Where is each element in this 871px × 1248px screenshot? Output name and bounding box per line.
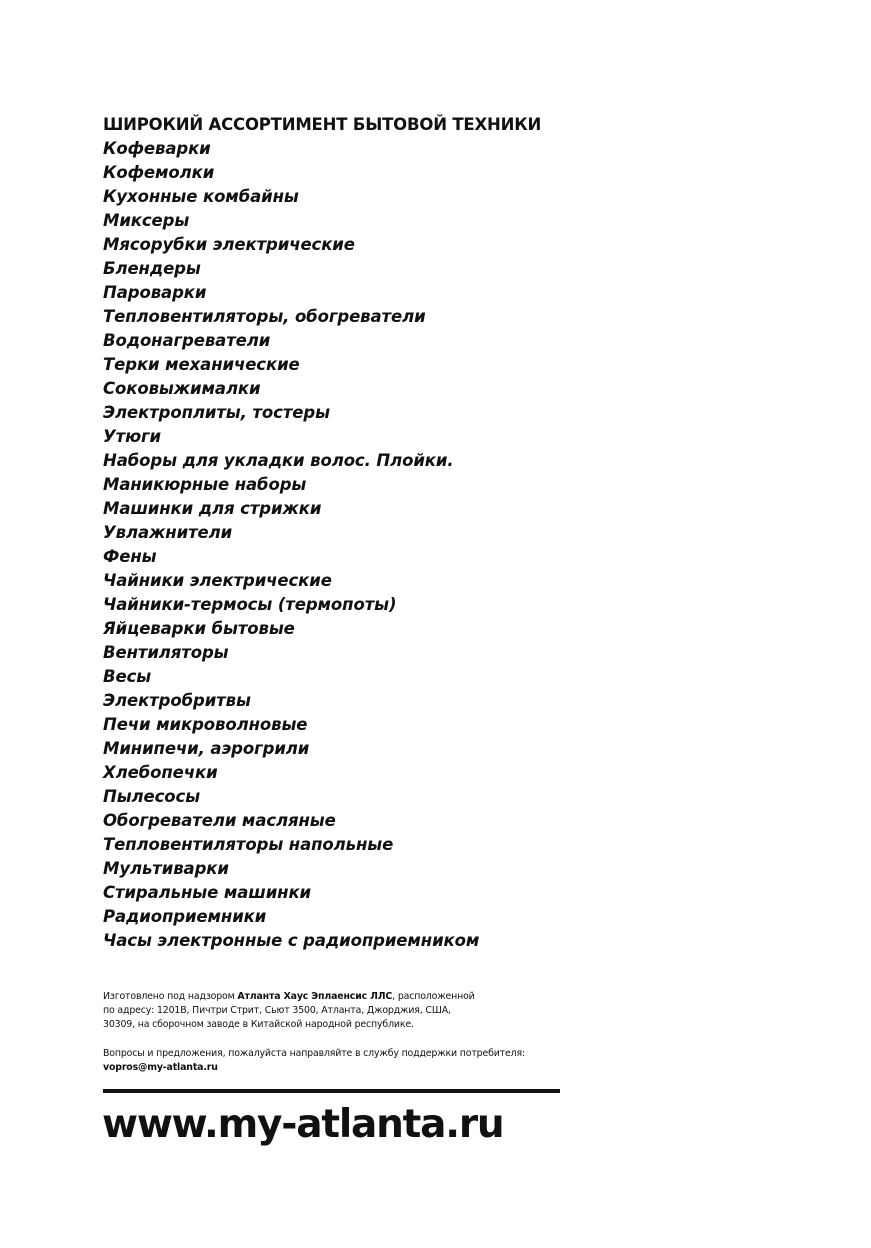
support-info	[103, 1047, 603, 1075]
product-item: Водонагреватели	[103, 331, 271, 350]
manufacturer-company: Атланта Хаус Эплаенсис ЛЛС	[237, 991, 393, 1002]
product-item: Кофемолки	[103, 163, 215, 182]
product-item: Мультиварки	[103, 859, 229, 878]
product-item: Фены	[103, 547, 157, 566]
manufacturer-info	[103, 990, 573, 1032]
manufacturer-factory: 30309, на сборочном заводе в Китайской народной республике.	[103, 1019, 414, 1030]
product-item: Маникюрные наборы	[103, 475, 307, 494]
product-item: Электробритвы	[103, 691, 251, 710]
product-item: Обогреватели масляные	[103, 811, 336, 830]
product-item: Хлебопечки	[103, 763, 218, 782]
product-item: Часы электронные с радиоприемником	[103, 931, 480, 950]
product-item: Тепловентиляторы напольные	[103, 835, 394, 854]
product-item: Чайники электрические	[103, 571, 332, 590]
product-item: Увлажнители	[103, 523, 233, 542]
support-text: Вопросы и предложения, пожалуйста направляйте в службу поддержки потребителя:	[103, 1048, 525, 1059]
product-item: Мясорубки электрические	[103, 235, 355, 254]
product-item: Соковыжималки	[103, 379, 261, 398]
product-item: Пылесосы	[103, 787, 201, 806]
product-item: Радиоприемники	[103, 907, 267, 926]
product-item: Печи микроволновые	[103, 715, 308, 734]
product-list	[103, 137, 703, 953]
support-email[interactable]: vopros@my-atlanta.ru	[103, 1062, 218, 1073]
product-item: Машинки для стрижки	[103, 499, 322, 518]
product-item: Яйцеварки бытовые	[103, 619, 295, 638]
product-item: Минипечи, аэрогрили	[103, 739, 310, 758]
manufacturer-prefix: Изготовлено под надзором	[103, 991, 238, 1002]
product-item: Кухонные комбайны	[103, 187, 299, 206]
product-item: Чайники-термосы (термопоты)	[103, 595, 397, 614]
product-item: Кофеварки	[103, 139, 211, 158]
manufacturer-address: по адресу: 1201В, Пичтри Стрит, Сьют 3500, Атланта, Джорджия, США,	[103, 1005, 451, 1016]
product-item: Стиральные машинки	[103, 883, 312, 902]
product-item: Наборы для укладки волос. Плойки.	[103, 451, 454, 470]
website-url[interactable]: www.my-atlanta.ru	[102, 1102, 504, 1147]
product-item: Весы	[103, 667, 152, 686]
manufacturer-line1-suffix: , расположенной	[392, 991, 475, 1002]
product-item: Тепловентиляторы, обогреватели	[103, 307, 426, 326]
divider-line	[103, 1089, 560, 1093]
product-item: Миксеры	[103, 211, 190, 230]
product-item: Электроплиты, тостеры	[103, 403, 330, 422]
product-item: Блендеры	[103, 259, 201, 278]
assortment-section	[103, 113, 703, 953]
assortment-heading: ШИРОКИЙ АССОРТИМЕНТ БЫТОВОЙ ТЕХНИКИ	[103, 115, 542, 134]
product-item: Вентиляторы	[103, 643, 229, 662]
product-item: Терки механические	[103, 355, 300, 374]
product-item: Пароварки	[103, 283, 207, 302]
product-item: Утюги	[103, 427, 162, 446]
